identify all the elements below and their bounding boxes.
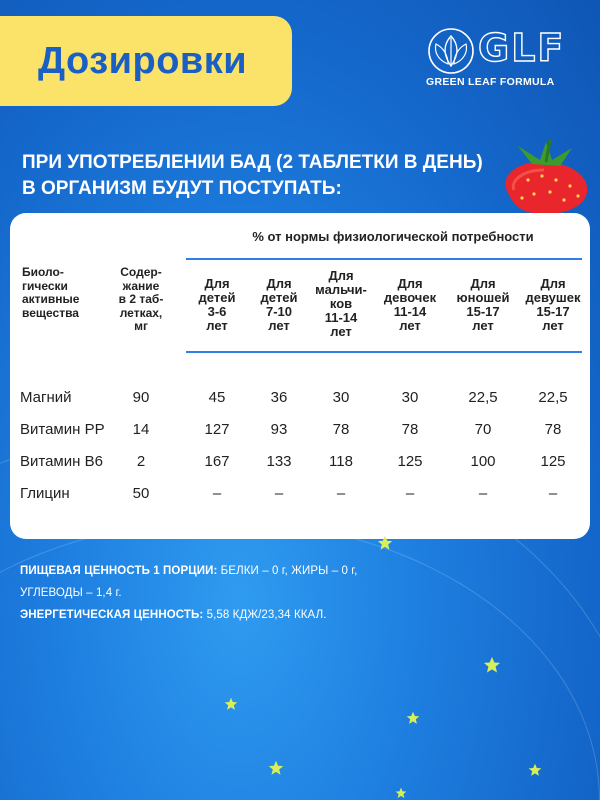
percent-value: 78 (401, 421, 419, 438)
brand-logo (424, 24, 584, 96)
star-icon (483, 656, 501, 674)
nutrition-value: БЕЛКИ – 0 г, ЖИРЫ – 0 г, (217, 565, 358, 577)
percent-value: 45 (208, 389, 226, 406)
content-column-header: Содер- жание в 2 таб- летках, мг (118, 265, 164, 333)
title-banner (0, 16, 292, 106)
percent-value: 133 (266, 453, 292, 470)
logo-tagline: GREEN LEAF FORMULA (426, 76, 555, 88)
dosage-table-card (10, 213, 590, 539)
group-header: % от нормы физиологической потребности (252, 229, 534, 244)
star-icon (528, 763, 542, 777)
percent-value: 125 (397, 453, 423, 470)
percent-value: 30 (332, 389, 350, 406)
percent-value: – (405, 485, 415, 502)
star-icon (395, 787, 407, 799)
content-value: 2 (136, 453, 146, 470)
percent-value: – (478, 485, 488, 502)
strawberry-illustration (488, 138, 600, 218)
percent-value: – (212, 485, 222, 502)
percent-value: – (548, 485, 558, 502)
substance-name: Витамин РР (20, 421, 105, 438)
percent-value: 78 (332, 421, 350, 438)
percent-value: – (274, 485, 284, 502)
table-row (10, 481, 590, 507)
percent-value: 22,5 (538, 389, 568, 406)
substance-name: Витамин В6 (20, 453, 103, 470)
header-divider-top (186, 258, 582, 260)
percent-value: 30 (401, 389, 419, 406)
substance-name: Глицин (20, 485, 70, 502)
table-row (10, 449, 590, 475)
nutrition-label: ПИЩЕВАЯ ЦЕННОСТЬ 1 ПОРЦИИ: (20, 565, 218, 577)
leaf-emblem-icon (426, 26, 476, 76)
table-row (10, 385, 590, 411)
header-divider-bottom (186, 351, 582, 353)
percent-value: 70 (474, 421, 492, 438)
table-row (10, 417, 590, 443)
star-icon (268, 760, 284, 776)
percent-value: 125 (540, 453, 566, 470)
star-icon (406, 711, 420, 725)
column-header-young-women-15-17: Для девушек 15-17 лет (525, 276, 581, 333)
nutrition-info (20, 560, 420, 626)
substance-name: Магний (20, 389, 72, 406)
percent-value: 100 (470, 453, 496, 470)
page-title: Дозировки (38, 39, 248, 82)
percent-value: 78 (544, 421, 562, 438)
content-value: 50 (132, 485, 150, 502)
percent-value: 167 (204, 453, 230, 470)
nutrition-value-carbs: УГЛЕВОДЫ – 1,4 г. (20, 587, 122, 599)
intro-line-1: ПРИ УПОТРЕБЛЕНИИ БАД (2 ТАБЛЕТКИ В ДЕНЬ) (22, 152, 483, 173)
content-value: 14 (132, 421, 150, 438)
percent-value: 36 (270, 389, 288, 406)
star-icon (224, 697, 238, 711)
percent-value: – (336, 485, 346, 502)
column-header-youths-15-17: Для юношей 15-17 лет (456, 276, 510, 333)
column-header-girls-11-14: Для девочек 11-14 лет (383, 276, 437, 333)
star-icon (377, 535, 393, 551)
percent-value: 127 (204, 421, 230, 438)
percent-value: 22,5 (468, 389, 498, 406)
energy-value: 5,58 КДЖ/23,34 ККАЛ. (203, 609, 327, 621)
column-header-children-3-6: Для детей 3-6 лет (198, 276, 236, 333)
energy-label: ЭНЕРГЕТИЧЕСКАЯ ЦЕННОСТЬ: (20, 609, 204, 621)
intro-heading (22, 150, 492, 202)
logo-wordmark: GLF (478, 26, 566, 70)
column-header-boys-11-14: Для мальчи- ков 11-14 лет (315, 268, 367, 339)
percent-value: 93 (270, 421, 288, 438)
intro-line-2: В ОРГАНИЗМ БУДУТ ПОСТУПАТЬ: (22, 178, 342, 199)
substance-column-header: Биоло- гически активные вещества (22, 265, 80, 320)
percent-value: 118 (329, 453, 353, 470)
column-header-children-7-10: Для детей 7-10 лет (260, 276, 298, 333)
content-value: 90 (132, 389, 150, 406)
